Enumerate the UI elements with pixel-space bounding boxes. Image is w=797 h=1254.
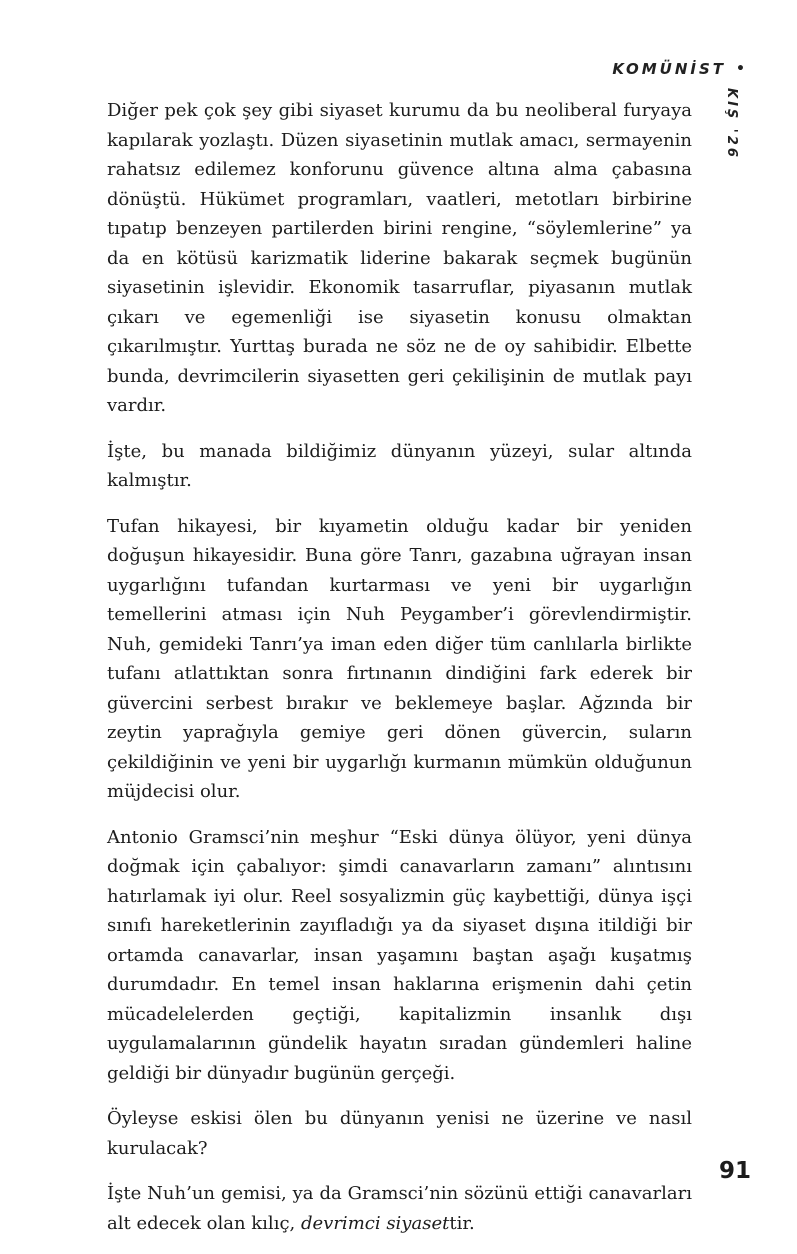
- issue-label: KIŞ '26: [724, 88, 739, 160]
- paragraph: Antonio Gramsci’nin meşhur “Eski dünya ölüyor, yeni dünya doğmak için çabalıyor: şimdi canavarların zamanı” alıntısını hatırlamak iyi olur. Reel sosyalizmin güç kaybettiği, dünya işçi sınıfı hareketlerinin zayıfladığı ya da siyaset dışına itildiği bir ortamda canavarlar, insan yaşamını baştan aşağı kuşatmış durumdadır. En temel insan haklarına erişmenin dahi çetin mücadelelerden geçtiği, kapitalizmin insanlık dışı uygulamalarının gündelik hayatın sıradan gündemleri haline geldiği bir dünyadır bugünün gerçeği.: [107, 826, 692, 1084]
- paragraph-final: [107, 1179, 692, 1238]
- magazine-title: KOMÜNİST: [612, 60, 727, 78]
- paragraph: Tufan hikayesi, bir kıyametin olduğu kadar bir yeniden doğuşun hikayesidir. Buna göre Tanrı, gazabına uğrayan insan uygarlığını tufandan kurtarması ve yeni bir uygarlığın temellerini atması için Nuh Peygamber’i görevlendirmiştir. Nuh, gemideki Tanrı’ya iman eden diğer tüm canlılarla birlikte tufanı atlattıktan sonra fırtınanın dindiğini fark ederek bir güvercini serbest bırakır ve beklemeye başlar. Ağzında bir zeytin yaprağıyla gemiye geri dönen güvercin, suların çekildiğinin ve yeni bir uygarlığı kurmanın mümkün olduğunun müjdecisi olur.: [107, 515, 692, 802]
- article-body: [107, 96, 692, 1254]
- paragraph: İşte, bu manada bildiğimiz dünyanın yüzeyi, sular altında kalmıştır.: [107, 440, 692, 491]
- header-bullet: •: [736, 61, 745, 77]
- running-header: [612, 60, 745, 78]
- final-emphasis: devrimci siyaset: [300, 1212, 450, 1234]
- final-text: İşte Nuh’un gemisi, ya da Gramsci’nin sözünü ettiği canavarları alt edecek olan kılıç,: [107, 1183, 692, 1234]
- final-suffix: tir.: [449, 1212, 475, 1234]
- paragraph: Öyleyse eskisi ölen bu dünyanın yenisi ne üzerine ve nasıl kurulacak?: [107, 1108, 692, 1159]
- page-number: 91: [718, 1158, 751, 1184]
- paragraph: Diğer pek çok şey gibi siyaset kurumu da bu neoliberal furyaya kapılarak yozlaştı. Düzen siyasetinin mutlak amacı, sermayenin rahatsız edilemez konforunu güvence altına alma çabasına dönüştü. Hükümet programları, vaatleri, metotları birbirine tıpatıp benzeyen partilerden birini rengine, “söylemlerine” ya da en kötüsü karizmatik liderine bakarak seçmek bugünün siyasetinin işlevidir. Ekonomik tasarruflar, piyasanın mutlak çıkarı ve egemenliği ise siyasetin konusu olmaktan çıkarılmıştır. Yurttaş burada ne söz ne de oy sahibidir. Elbette bunda, devrimcilerin siyasetten geri çekilişinin de mutlak payı vardır.: [107, 100, 692, 416]
